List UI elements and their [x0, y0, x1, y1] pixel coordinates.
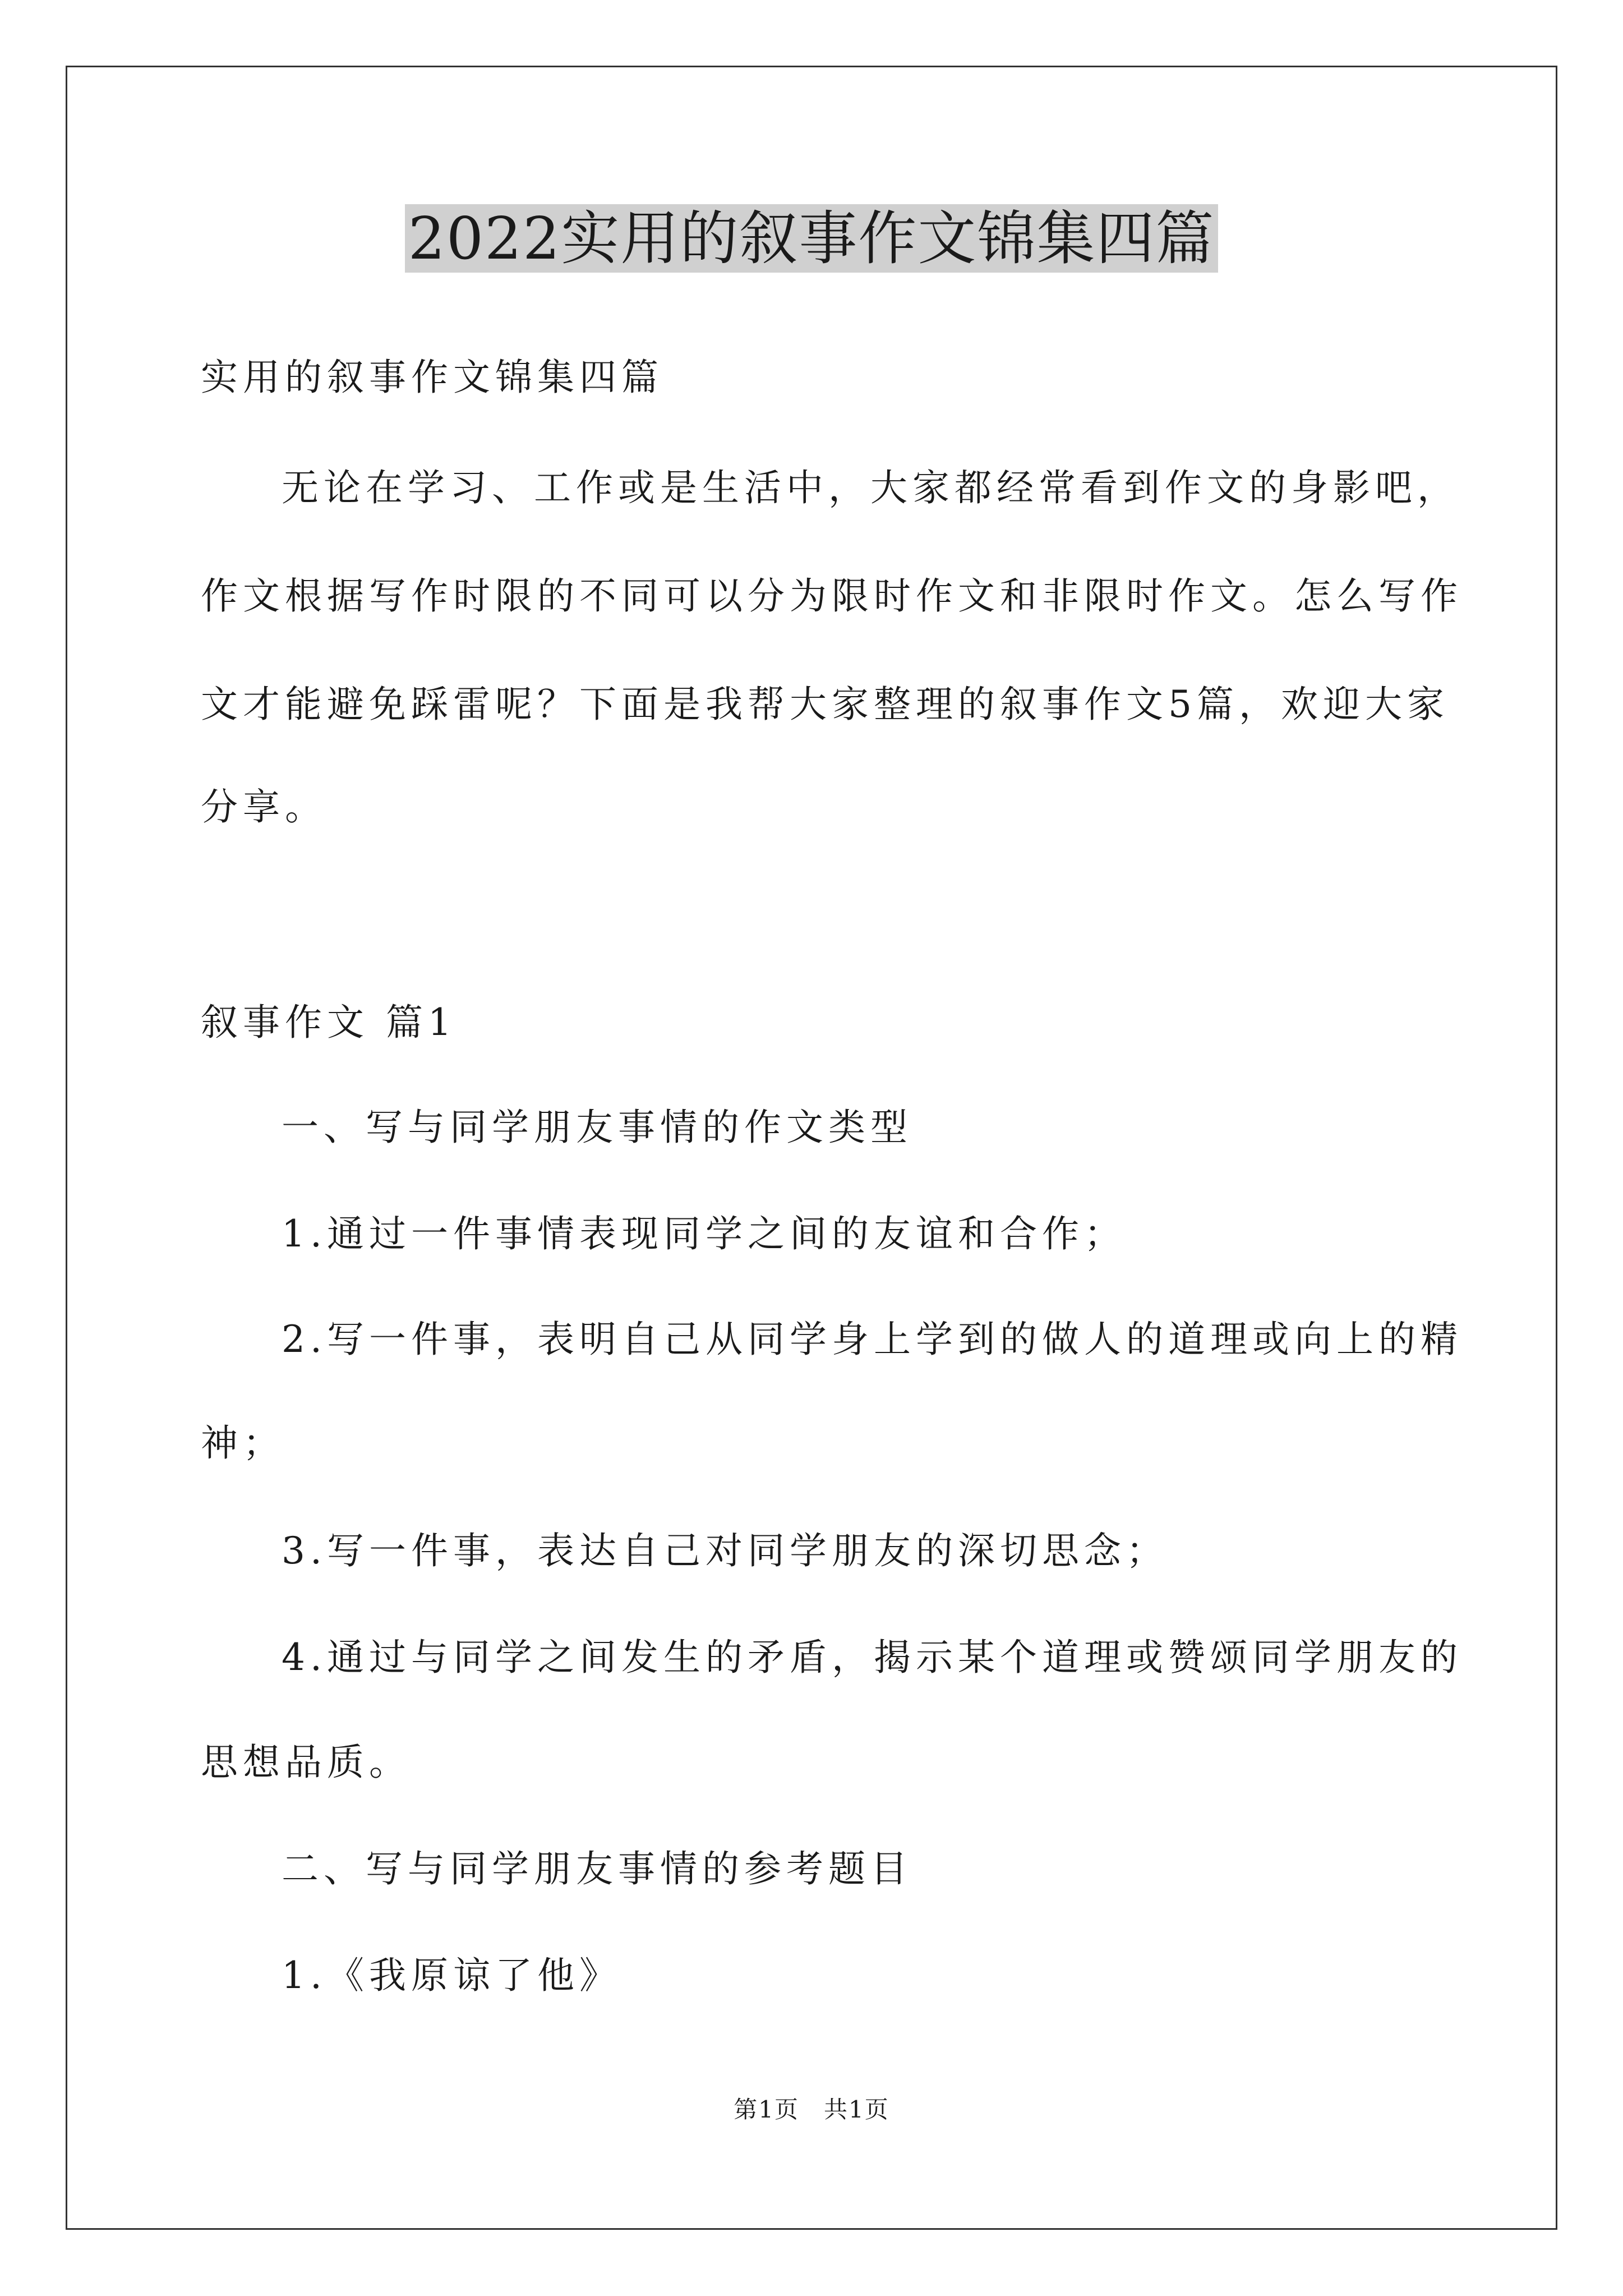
intro-line: 分享。 [201, 785, 327, 829]
intro-line: 文才能避免踩雷呢？下面是我帮大家整理的叙事作文5篇，欢迎大家 [201, 683, 1449, 726]
part-one-item: 神； [201, 1421, 285, 1465]
part-one-item: 思想品质。 [201, 1741, 411, 1784]
intro-line: 无论在学习、工作或是生活中，大家都经常看到作文的身影吧， [282, 466, 1459, 509]
section-heading: 叙事作文 篇1 [201, 1001, 457, 1044]
document-title [0, 199, 1623, 278]
part-one-item: 4.通过与同学之间发生的矛盾，揭示某个道理或赞颂同学朋友的 [282, 1636, 1463, 1679]
document-subtitle: 实用的叙事作文锦集四篇 [201, 356, 663, 399]
document-title-text: 2022实用的叙事作文锦集四篇 [405, 204, 1219, 273]
part-one-item: 2.写一件事，表明自己从同学身上学到的做人的道理或向上的精 [282, 1318, 1463, 1361]
part-two-item: 1.《我原谅了他》 [282, 1954, 621, 1997]
page-number-footer: 第1页 共1页 [734, 2096, 889, 2123]
part-one-item: 1.通过一件事情表现同学之间的友谊和合作； [282, 1212, 1126, 1255]
part-one-item: 3.写一件事，表达自己对同学朋友的深切思念； [282, 1529, 1168, 1572]
intro-line: 作文根据写作时限的不同可以分为限时作文和非限时作文。怎么写作 [201, 574, 1463, 618]
part-two-heading: 二、写与同学朋友事情的参考题目 [282, 1847, 912, 1890]
part-one-heading: 一、写与同学朋友事情的作文类型 [282, 1106, 912, 1149]
